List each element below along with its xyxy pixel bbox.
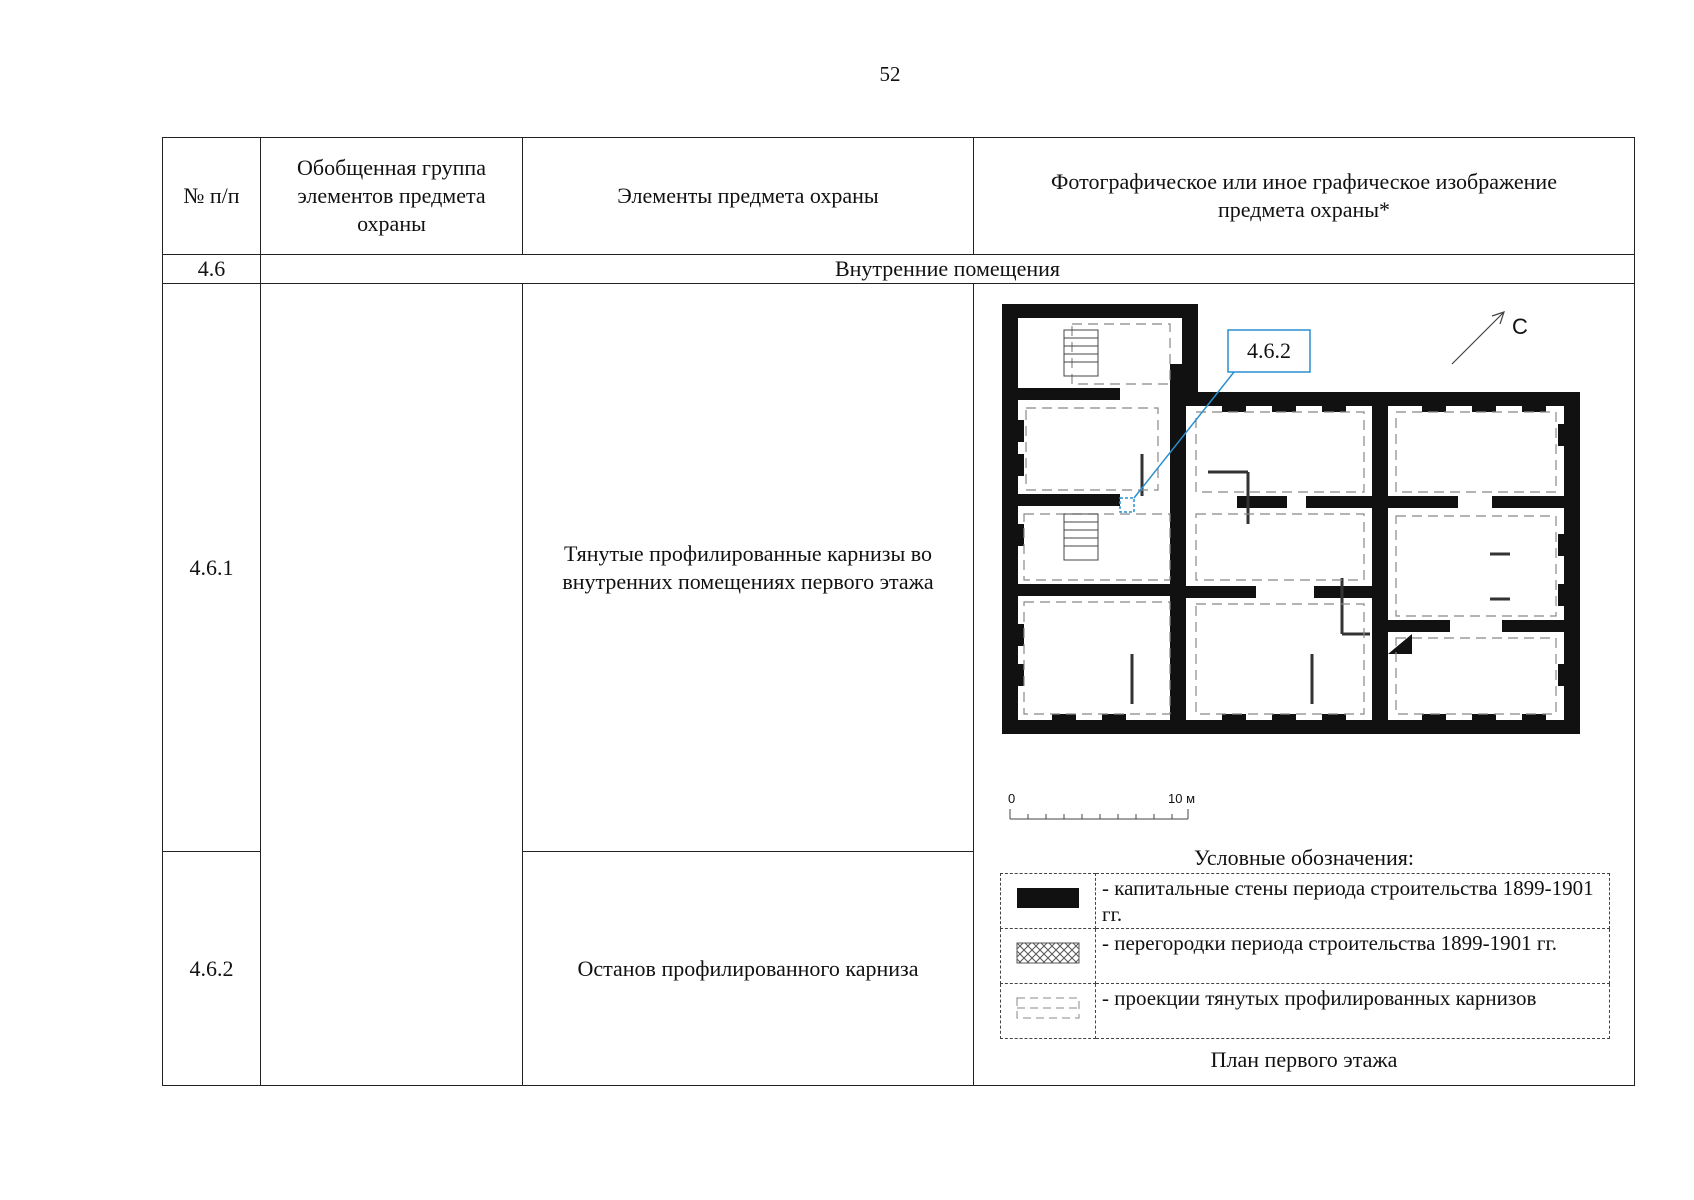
north-arrow-icon (1452, 312, 1504, 364)
legend (1000, 873, 1610, 1039)
wall (1002, 304, 1018, 734)
wall (1492, 496, 1564, 508)
wall (1388, 496, 1458, 508)
wall (1388, 634, 1412, 654)
wall (1002, 584, 1170, 596)
row-num-4-6-1: 4.6.1 (163, 284, 261, 852)
wall (1002, 304, 1196, 318)
header-row (163, 138, 1635, 255)
wall (1237, 496, 1287, 508)
wall (1388, 620, 1450, 632)
section-num: 4.6 (163, 255, 261, 284)
scale-start: 0 (1008, 791, 1016, 806)
plan-cell (974, 284, 1635, 1086)
solid-wall-symbol (1016, 887, 1080, 909)
wall (1002, 494, 1120, 506)
row-num-4-6-2: 4.6.2 (163, 852, 261, 1086)
callout-label: 4.6.2 (1247, 338, 1291, 363)
wall (1186, 586, 1256, 598)
scale-end: 10 м (1168, 791, 1196, 806)
dashed-projection-symbol (1016, 997, 1080, 1019)
wall (1502, 620, 1564, 632)
north-label: С (1512, 314, 1528, 339)
wall (1002, 388, 1120, 400)
legend-text: - перегородки периода строительства 1899-1901 гг. (1096, 929, 1610, 984)
legend-text: - капитальные стены периода строительства 1899-1901 гг. (1096, 874, 1610, 929)
cornice-projections (1024, 324, 1556, 714)
section-title: Внутренние помещения (261, 255, 1635, 284)
legend-item (1001, 874, 1610, 929)
wall (1170, 364, 1186, 734)
scale-bar (1008, 789, 1208, 829)
legend-item (1001, 984, 1610, 1039)
callout-marker (1120, 498, 1134, 512)
header-num: № п/п (163, 138, 261, 255)
row-element-4-6-2: Останов профилированного карниза (577, 955, 919, 981)
header-group: Обобщенная группа элементов предмета охраны (297, 155, 486, 236)
page-number: 52 (879, 62, 901, 86)
row-element-4-6-1: Тянутые профилированные карнизы во внутренних помещениях первого этажа (562, 540, 934, 594)
legend-title: Условные обозначения: (1193, 845, 1415, 870)
wall (1306, 496, 1372, 508)
header-image: Фотографическое или иное графическое изображение предмета охраны* (1051, 169, 1557, 222)
floor-plan (1002, 304, 1622, 774)
table-row (163, 284, 1635, 852)
group-cell-empty (261, 284, 523, 1086)
protection-table (162, 137, 1635, 1086)
header-elements: Элементы предмета охраны (617, 183, 879, 208)
legend-item (1001, 929, 1610, 984)
staircase-icon (1064, 330, 1098, 560)
wall (1372, 392, 1388, 734)
wall (1564, 392, 1580, 734)
hatched-partition-symbol (1016, 942, 1080, 964)
plan-caption: План первого этажа (1210, 1047, 1398, 1072)
section-row (163, 255, 1635, 284)
legend-text: - проекции тянутых профилированных карнизов (1096, 984, 1610, 1039)
